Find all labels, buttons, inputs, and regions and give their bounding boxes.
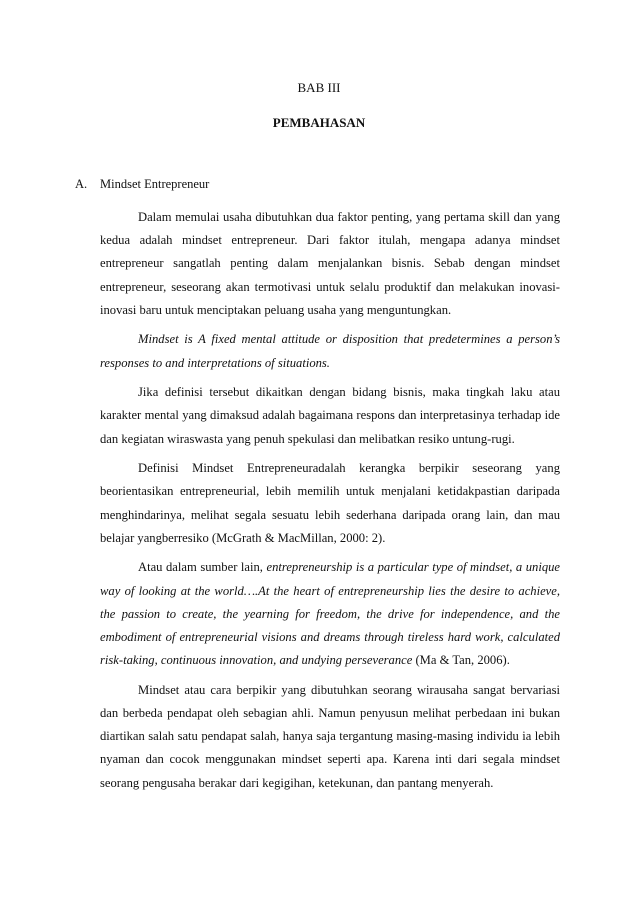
paragraph-mindset-variation: Mindset atau cara berpikir yang dibutuhkan seorang wirausaha sangat bervariasi dan berbeda pendapat oleh sebagian ahli. Namun penyusun melihat perbedaan ini bukan diartikan salah satu pendapat salah, hanya saja tergantung masing-masing individu ia lebih nyaman dan cocok menggunakan mindset seperti apa. Karena inti dari segala mindset seorang pengusaha berakar dari kegigihan, ketekunan, dan pantang menyerah. bbox=[100, 682, 560, 790]
section-heading bbox=[75, 177, 209, 192]
body-text bbox=[100, 206, 560, 801]
paragraph-mindset-intro: Dalam memulai usaha dibutuhkan dua faktor penting, yang pertama skill dan yang kedua adalah mindset entrepreneur. Dari faktor itulah, mengapa adanya mindset entrepreneur sangatlah penting dalam menjalankan bisnis. Sebab dengan mindset entrepreneur, seseorang akan termotivasi untuk selalu produktif dan melakukan inovasi-inovasi baru untuk menciptakan peluang usaha yang menguntungkan. bbox=[100, 210, 560, 317]
section-letter: A. bbox=[75, 177, 88, 191]
quote-citation: (Ma & Tan, 2006). bbox=[412, 653, 510, 668]
paragraph-mindset-definition bbox=[100, 328, 560, 374]
paragraph-entrepreneur-definition: Definisi Mindset Entrepreneuradalah kerangka berpikir seseorang yang beorientasikan entrepreneurial, lebih memilih untuk menjalani ketidakpastian daripada menghindarinya, melihat segala sesuatu lebih sederhana daripada orang lain, dan mau belajar yangberresiko (McGrath & MacMillan, 2000: 2). bbox=[100, 461, 560, 545]
paragraph-business-context: Jika definisi tersebut dikaitkan dengan bidang bisnis, maka tingkah laku atau karakter mental yang dimaksud adalah bagaimana respons dan interpretasinya terhadap ide dan kegiatan wiraswasta yang penuh spekulasi dan melibatkan resiko untung-rugi. bbox=[100, 385, 560, 446]
chapter-title: PEMBAHASAN bbox=[272, 115, 366, 130]
section-title: Mindset Entrepreneur bbox=[100, 177, 210, 191]
definition-quote: Mindset is A fixed mental attitude or disposition that predetermines a person’s responses to and interpretations of situations. bbox=[100, 332, 560, 370]
chapter-number: BAB III bbox=[297, 80, 341, 95]
entrepreneurship-quote: entrepreneurship is a particular type of mindset, a unique way of looking at the world….At the heart of entrepreneurship lies the desire to achieve, the passion to create, the yearning for freedom, the drive for independence, and the embodiment of entrepreneurial visions and dreams through tireless hard work, calculated risk-taking, continuous innovation, and undying perseverance bbox=[100, 560, 561, 668]
quote-lead: Atau dalam sumber lain, bbox=[138, 560, 267, 575]
paragraph-entrepreneurship-quote bbox=[100, 556, 560, 672]
